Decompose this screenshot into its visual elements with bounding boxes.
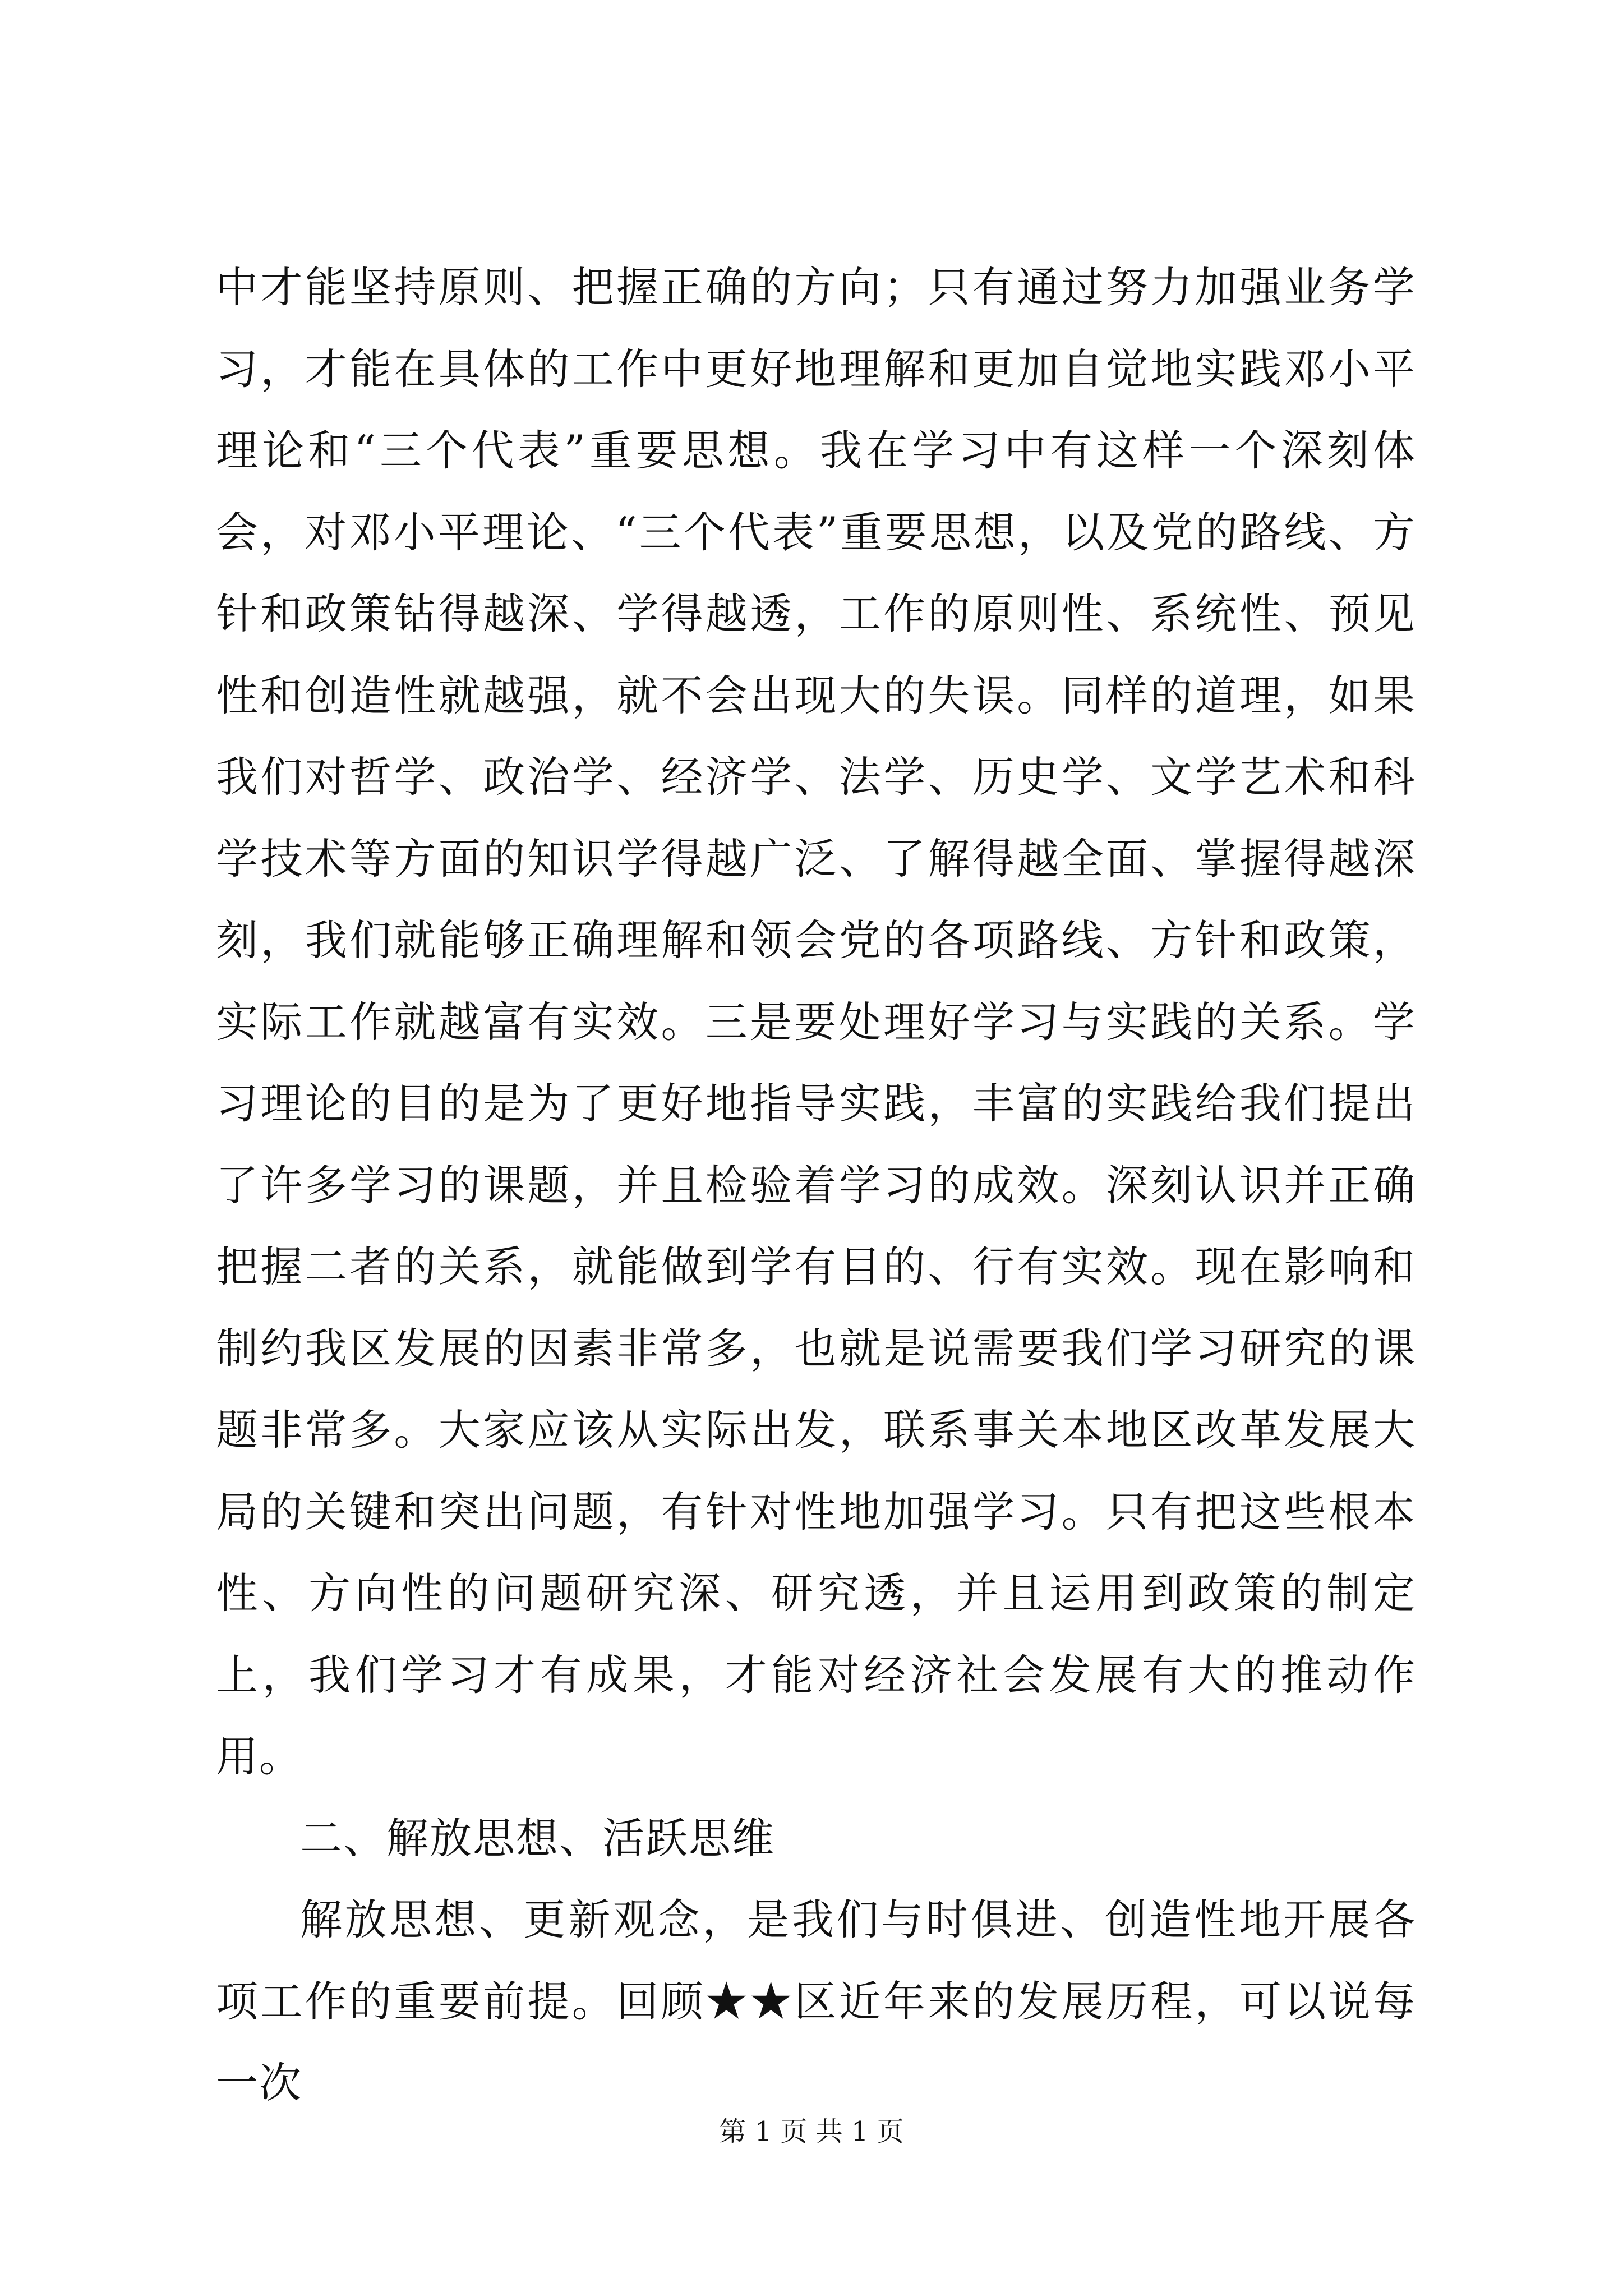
section-heading-2: 二、解放思想、活跃思维 (300, 1813, 776, 1863)
page-footer: 第 1 页 共 1 页 (719, 2116, 904, 2147)
body-paragraph-1: 中才能坚持原则、把握正确的方向；只有通过努力加强业务学习，才能在具体的工作中更好地理解和更加自觉地实践邓小平理论和“三个代表”重要思想。我在学习中有这样一个深刻体会，对邓小平理论、“三个代表”重要思想，以及党的路线、方针和政策钻得越深、学得越透，工作的原则性、系统性、预见性和创造性就越强，就不会出现大的失误。同样的道理，如果我们对哲学、政治学、经济学、法学、历史学、文学艺术和科学技术等方面的知识学得越广泛、了解得越全面、掌握得越深刻，我们就能够正确理解和领会党的各项路线、方针和政策，实际工作就越富有实效。三是要处理好学习与实践的关系。学习理论的目的是为了更好地指导实践，丰富的实践给我们提出了许多学习的课题，并且检验着学习的成效。深刻认识并正确把握二者的关系，就能做到学有目的、行有实效。现在影响和制约我区发展的因素非常多，也就是说需要我们学习研究的课题非常多。大家应该从实际出发，联系事关本地区改革发展大局的关键和突出问题，有针对性地加强学习。只有把这些根本性、方向性的问题研究深、研究透，并且运用到政策的制定上，我们学习才有成果，才能对经济社会发展有大的推动作用。 (216, 263, 1416, 1781)
body-paragraph-2: 解放思想、更新观念，是我们与时俱进、创造性地开展各项工作的重要前提。回顾★★区近年来的发展历程，可以说每一次 (216, 1895, 1416, 2108)
document-body (216, 247, 1416, 2124)
